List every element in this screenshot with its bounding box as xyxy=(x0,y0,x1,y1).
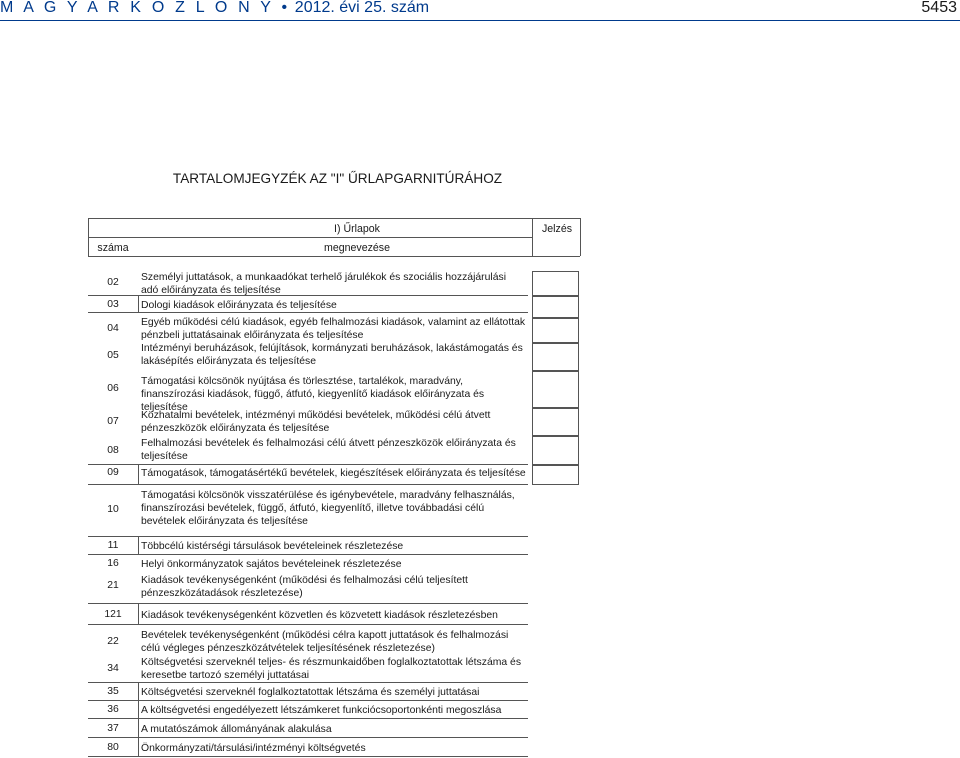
row-description: Költségvetési szerveknél foglalkoztatottak létszáma és személyi juttatásai xyxy=(141,687,480,698)
row-code: 35 xyxy=(107,686,119,697)
marker-box[interactable] xyxy=(532,408,579,436)
row-description: Támogatási kölcsönök nyújtása és törlesztése, tartalékok, maradvány, finanszírozási kiadások, függő, átfutó, kiegyenlítő kiadások előirányzata és teljesítése xyxy=(141,376,485,413)
row-code: 37 xyxy=(107,723,119,734)
row-code: 121 xyxy=(104,609,122,620)
row-divider xyxy=(88,484,528,485)
row-description: Önkormányzati/társulási/intézményi költségvetés xyxy=(141,743,366,754)
header-bottom-border xyxy=(88,256,580,257)
row-description: Költségvetési szerveknél teljes- és részmunkaidőben foglalkoztatottak létszáma és keresetbe tartozó személyi juttatásai xyxy=(141,657,522,681)
page-number: 5453 xyxy=(921,0,957,16)
code-header: száma xyxy=(97,242,129,254)
row-code: 80 xyxy=(107,742,119,753)
row-code: 06 xyxy=(107,383,119,394)
row-divider xyxy=(88,603,528,604)
journal-title xyxy=(0,0,429,17)
header-divider xyxy=(88,237,532,238)
row-code: 04 xyxy=(107,323,119,334)
marker-box[interactable] xyxy=(532,271,579,296)
group-header: I) Űrlapok xyxy=(334,223,380,235)
row-description: Kiadások tevékenységenként közvetlen és közvetett kiadások részletezésben xyxy=(141,610,498,621)
name-header: megnevezése xyxy=(324,242,390,254)
marker-box[interactable] xyxy=(532,318,579,343)
bullet-separator: • xyxy=(281,0,288,16)
column-divider xyxy=(138,295,139,312)
row-code: 02 xyxy=(107,277,119,288)
row-divider xyxy=(88,700,528,701)
marker-box[interactable] xyxy=(532,371,579,408)
row-description: A mutatószámok állományának alakulása xyxy=(141,724,332,735)
row-description: Dologi kiadások előirányzata és teljesítése xyxy=(141,300,337,311)
row-code: 09 xyxy=(107,467,119,478)
row-description: Támogatások, támogatásértékű bevételek, kiegészítések előirányzata és teljesítése xyxy=(141,468,526,479)
row-code: 05 xyxy=(107,350,119,361)
row-divider xyxy=(88,682,528,683)
column-divider xyxy=(138,536,139,554)
column-divider xyxy=(138,682,139,756)
row-description: Intézményi beruházások, felújítások, kormányzati beruházások, lakástámogatás és lakásépítés előirányzata és teljesítése xyxy=(141,343,523,367)
journal-name: M A G Y A R K Ö Z L Ö N Y xyxy=(0,0,274,16)
table-top-border xyxy=(88,218,580,219)
row-code: 03 xyxy=(107,299,119,310)
row-description: Személyi juttatások, a munkaadókat terhelő járulékok és szociális hozzájárulási adó előirányzata és teljesítése xyxy=(141,272,507,296)
row-divider xyxy=(88,464,528,465)
row-code: 07 xyxy=(107,416,119,427)
row-divider xyxy=(88,756,528,757)
row-divider xyxy=(88,312,528,313)
row-divider xyxy=(88,737,528,738)
row-divider xyxy=(88,718,528,719)
marker-box[interactable] xyxy=(532,343,579,371)
row-divider xyxy=(88,554,528,555)
marker-box[interactable] xyxy=(532,465,579,485)
row-divider xyxy=(88,536,528,537)
row-description: Egyéb működési célú kiadások, egyéb felhalmozási kiadások, valamint az ellátottak pénzbeli juttatásainak előirányzata és teljesítése xyxy=(141,317,526,341)
row-code: 22 xyxy=(107,636,119,647)
row-description: A költségvetési engedélyezett létszámkeret funkciócsoportonkénti megoszlása xyxy=(141,705,502,716)
row-code: 34 xyxy=(107,663,119,674)
row-code: 11 xyxy=(107,540,119,551)
marker-box[interactable] xyxy=(532,436,579,465)
row-description: Kiadások tevékenységenként (működési és felhalmozási célú teljesített pénzeszközátadások részletezése) xyxy=(141,575,468,599)
table-right-border xyxy=(580,218,581,256)
page-title: TARTALOMJEGYZÉK AZ "I" ŰRLAPGARNITÚRÁHOZ xyxy=(172,171,503,186)
marker-header: Jelzés xyxy=(541,223,573,235)
row-description: Bevételek tevékenységenként (működési célra kapott juttatások és felhalmozási célú végleges pénzeszközátvételek teljesítésének részletezése) xyxy=(141,630,509,654)
row-code: 16 xyxy=(107,558,119,569)
row-description: Felhalmozási bevételek és felhalmozási célú átvett pénzeszközök előirányzata és teljesítése xyxy=(141,438,516,462)
issue-date: 2012. évi 25. szám xyxy=(294,0,430,16)
table-left-border xyxy=(88,218,89,256)
row-code: 21 xyxy=(107,580,119,591)
row-description: Többcélú kistérségi társulások bevételeinek részletezése xyxy=(141,541,404,552)
row-description: Támogatási kölcsönök visszatérülése és igénybevétele, maradvány felhasználás, finanszírozási bevételek, függő, átfutó, kiegyenlítő, illetve továbbadási célú bevételek előirányzata és teljesítése xyxy=(141,490,515,527)
page-header xyxy=(0,0,960,22)
header-rule xyxy=(0,20,960,21)
column-divider xyxy=(138,603,139,624)
column-divider xyxy=(138,464,139,484)
marker-column-divider xyxy=(532,218,533,256)
row-code: 08 xyxy=(107,445,119,456)
row-divider xyxy=(88,295,528,296)
row-description: Helyi önkormányzatok sajátos bevételeinek részletezése xyxy=(141,559,402,570)
row-description: Közhatalmi bevételek, intézményi működési bevételek, működési célú átvett pénzeszközök előirányzata és teljesítése xyxy=(141,410,491,434)
row-divider xyxy=(88,624,528,625)
marker-box[interactable] xyxy=(532,296,579,318)
row-code: 10 xyxy=(107,504,119,515)
row-code: 36 xyxy=(107,704,119,715)
